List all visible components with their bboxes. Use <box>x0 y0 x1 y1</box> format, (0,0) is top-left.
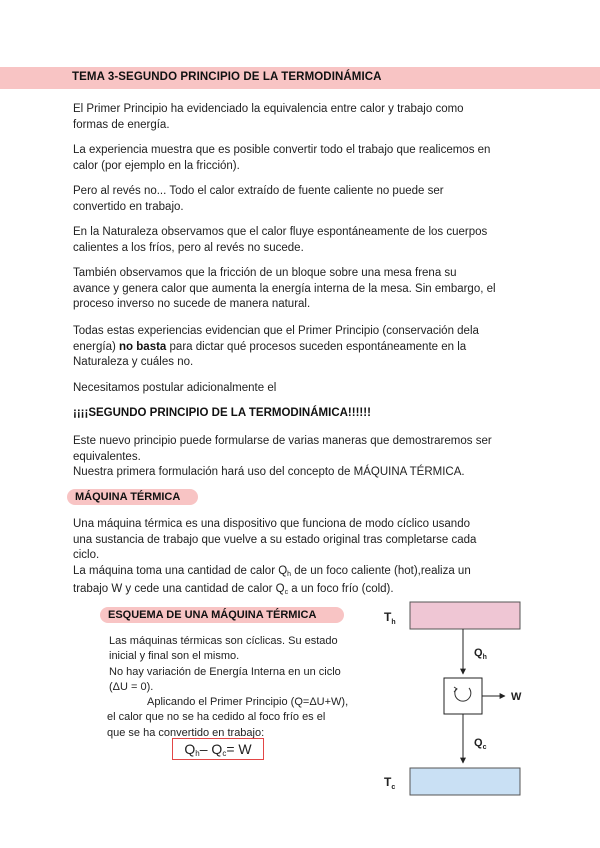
text-segment: de un foco caliente (hot),realiza un <box>291 564 471 577</box>
text-segment: a un foco frío (cold). <box>288 583 394 595</box>
text-line: El Primer Principio ha evidenciado la equivalencia entre calor y trabajo como <box>73 103 464 115</box>
eq-q: Q <box>184 741 196 757</box>
text-line <box>73 340 533 356</box>
scheme-heading: ESQUEMA DE UNA MÁQUINA TÉRMICA <box>100 607 344 623</box>
subscript: h <box>287 570 292 578</box>
text-line: avance y genera calor que aumenta la energía interna de la mesa. Sin embargo, el <box>73 282 496 295</box>
text-line: Las máquinas térmicas son cíclicas. Su estado <box>109 635 338 647</box>
second-principle-heading: ¡¡¡¡SEGUNDO PRINCIPIO DE LA TERMODINÁMICA!!!!!! <box>73 407 371 419</box>
text-line: una sustancia de trabajo que vuelve a su estado original tras completarse cada <box>73 533 477 546</box>
text-line: equivalentes. <box>73 450 141 463</box>
text-segment: energía) <box>73 340 120 353</box>
text-line: inicial y final son el mismo. <box>109 650 240 663</box>
text-segment: La máquina toma una cantidad de calor Q <box>73 564 288 577</box>
eq-sub-c: c <box>222 749 227 758</box>
machine-heading: MÁQUINA TÉRMICA <box>67 489 198 505</box>
text-line: Todas estas experiencias evidencian que el Primer Principio (conservación dela <box>73 325 479 337</box>
hot-reservoir <box>410 602 520 629</box>
text-line: el calor que no se ha cedido al foco frío es el <box>107 711 326 724</box>
text-line: Una máquina térmica es una dispositivo que funciona de modo cíclico usando <box>73 518 470 530</box>
paragraph-6 <box>73 324 533 371</box>
work-equation <box>172 738 264 760</box>
text-line: Este nuevo principio puede formularse de varias maneras que demostraremos ser <box>73 435 492 447</box>
paragraph-5 <box>73 266 533 313</box>
formulation-paragraph <box>73 434 533 481</box>
page-title: TEMA 3-SEGUNDO PRINCIPIO DE LA TERMODINÁMICA <box>72 71 382 83</box>
paragraph-7 <box>73 381 533 397</box>
text-line: que se ha convertido en trabajo: <box>107 726 265 739</box>
text-line: Aplicando el Primer Principio (Q=ΔU+W), <box>147 696 349 709</box>
emphasis-no-basta: no basta <box>119 340 167 353</box>
text-segment: trabajo W y cede una cantidad de calor Q <box>73 583 285 595</box>
machine-definition <box>73 517 533 601</box>
eq-sub-h: h <box>195 749 200 758</box>
text-segment: para dictar qué procesos suceden espontáneamente en la <box>166 340 467 353</box>
hot-reservoir-label: $T_h$ <box>384 610 396 626</box>
cold-reservoir-label: $T_c$ <box>384 775 396 791</box>
subscript: c <box>284 589 289 596</box>
text-line: En la Naturaleza observamos que el calor fluye espontáneamente de los cuerpos <box>73 226 488 238</box>
text-line: Nuestra primera formulación hará uso del concepto de MÁQUINA TÉRMICA. <box>73 466 465 478</box>
text-line: calientes a los fríos, pero al revés no sucede. <box>73 241 304 254</box>
text-line: convertido en trabajo. <box>73 200 184 213</box>
paragraph-3 <box>73 184 533 215</box>
eq-minus-q: – Q <box>199 741 223 757</box>
scheme-text <box>109 634 379 741</box>
qc-label: $Q_c$ <box>474 737 487 751</box>
paragraph-2 <box>73 143 533 174</box>
text-line: calor (por ejemplo en la fricción). <box>73 159 240 172</box>
text-line: Necesitamos postular adicionalmente el <box>73 382 277 394</box>
work-label: W <box>511 691 522 703</box>
text-line: (ΔU = 0). <box>109 680 154 693</box>
text-line: No hay variación de Energía Interna en un ciclo <box>109 665 341 678</box>
text-line: formas de energía. <box>73 118 170 131</box>
text-line: También observamos que la fricción de un bloque sobre una mesa frena su <box>73 267 457 279</box>
text-line: proceso inverso no sucede de manera natural. <box>73 298 311 310</box>
text-line: Naturaleza y cuáles no. <box>73 356 194 368</box>
text-line: Pero al revés no... Todo el calor extraído de fuente caliente no puede ser <box>73 185 444 197</box>
eq-rest: = W <box>226 741 252 757</box>
text-line: La experiencia muestra que es posible convertir todo el trabajo que realicemos en <box>73 144 491 156</box>
heat-engine-diagram <box>370 596 530 806</box>
engine-box <box>444 678 482 714</box>
text-line: ciclo. <box>73 549 100 561</box>
paragraph-1 <box>73 102 533 133</box>
qh-label: $Q_h$ <box>474 647 487 661</box>
paragraph-4 <box>73 225 533 256</box>
cold-reservoir <box>410 768 520 795</box>
text-line <box>73 564 533 583</box>
